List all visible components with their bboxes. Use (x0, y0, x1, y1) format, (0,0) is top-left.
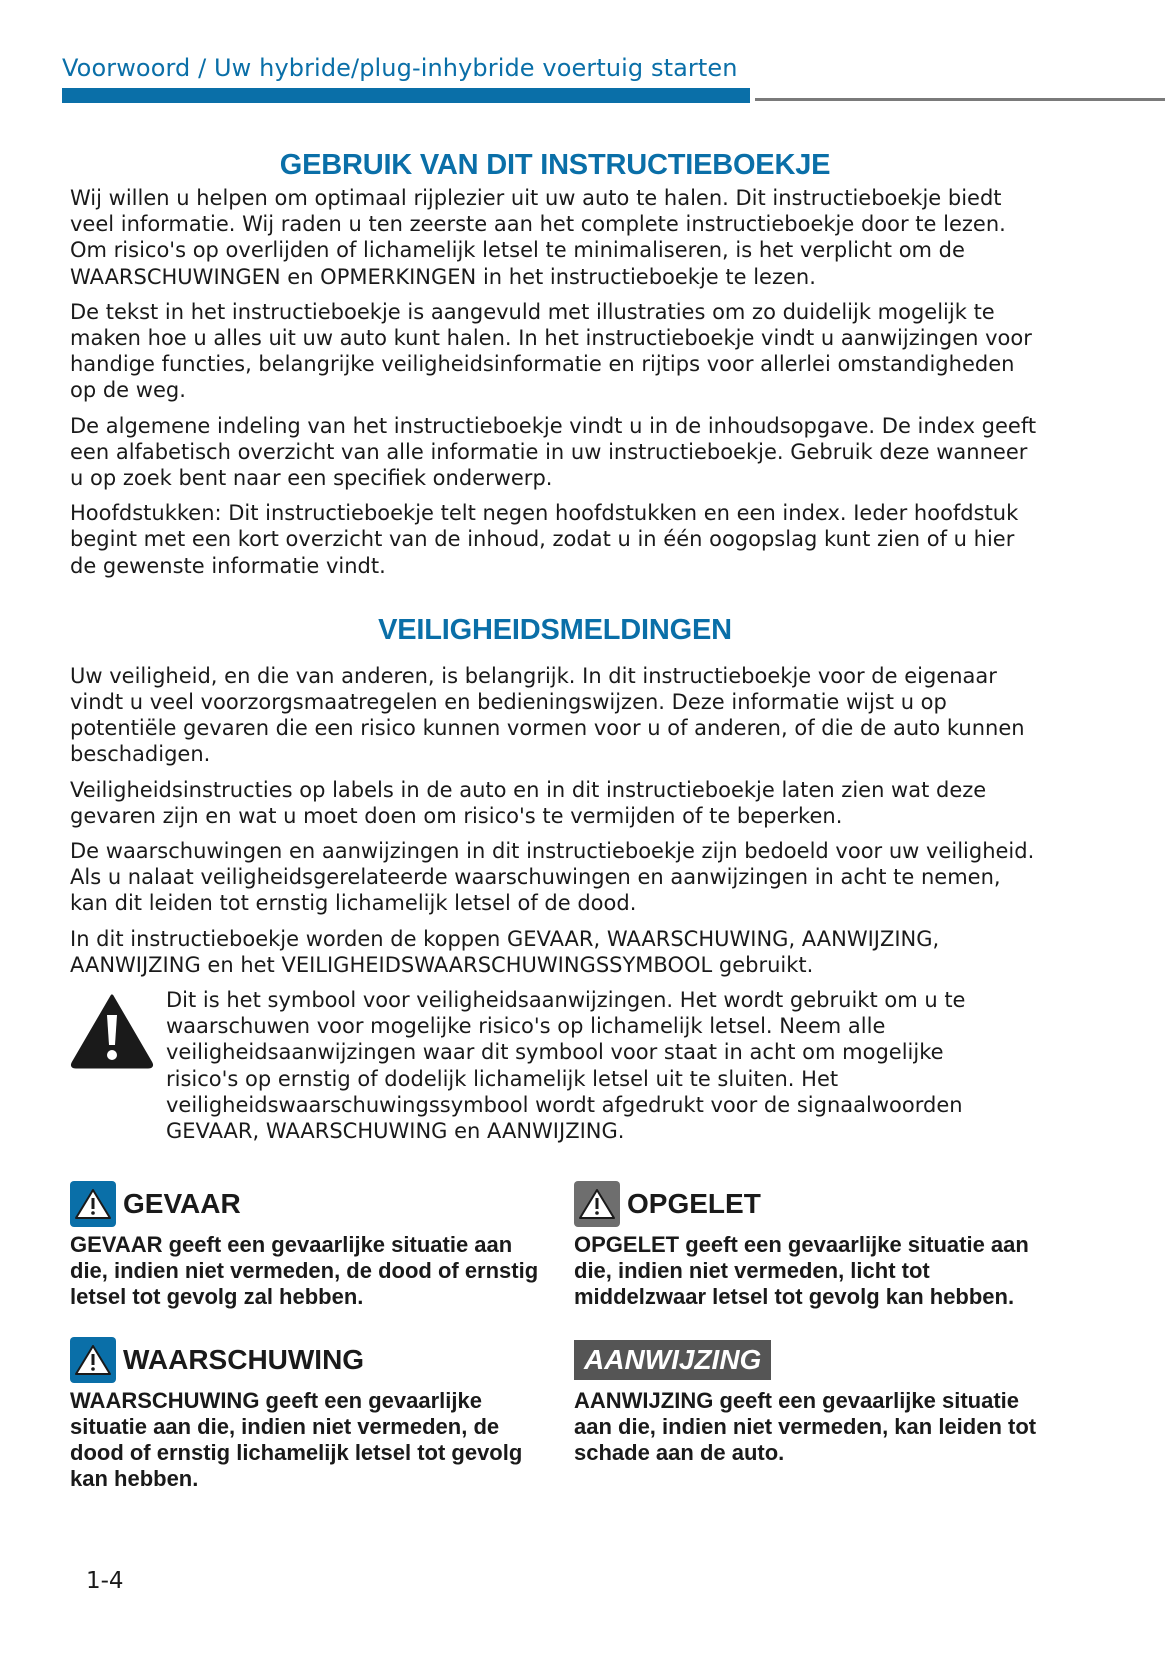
signal-title: GEVAAR (123, 1188, 241, 1219)
safety-symbol-block (70, 987, 1040, 1144)
page-number: 1-4 (86, 1568, 124, 1594)
paragraph: In dit instructieboekje worden de koppen GEVAAR, WAARSCHUWING, AANWIJZING, AANWIJZING en het VEILIGHEIDSWAARSCHUWINGSSYMBOOL gebruikt. (70, 926, 940, 977)
warning-triangle-icon (70, 993, 154, 1069)
header-bar (62, 88, 750, 103)
safety-symbol-text: Dit is het symbool voor veiligheidsaanwijzingen. Het wordt gebruikt om u te waarschuwen voor mogelijke risico's op lichamelijk letsel. Neem alle veiligheidsaanwijzingen waar dit symbool voor staat in acht om mogelijke risico's op ernstig of dodelijk lichamelijk letsel uit te sluiten. Het veiligheidswaarschuwingssymbool wordt afgedrukt voor de signaalwoorden GEVAAR, WAARSCHUWING en AANWIJZING. (166, 988, 966, 1144)
paragraph: Veiligheidsinstructies op labels in de auto en in dit instructieboekje laten zien wat deze gevaren zijn en wat u moet doen om risico's te vermijden of te beperken. (70, 777, 987, 828)
section-heading-usage: GEBRUIK VAN DIT INSTRUCTIEBOEKJE (279, 149, 831, 181)
signal-title: OPGELET (627, 1188, 761, 1219)
signal-text: GEVAAR geeft een gevaarlijke situatie aan die, indien niet vermeden, de dood of ernstig letsel tot gevolg zal hebben. (70, 1232, 539, 1309)
paragraph: De algemene indeling van het instructieboekje vindt u in de inhoudsopgave. De index geeft een alfabetisch overzicht van alle informatie in uw instructieboekje. Gebruik deze wanneer u op zoek bent naar een specifiek onderwerp. (70, 413, 1037, 491)
signal-notice (574, 1336, 1048, 1466)
paragraph: Hoofdstukken: Dit instructieboekje telt negen hoofdstukken en een index. Ieder hoofdstuk begint met een kort overzicht van de inhoud, zodat u in één oogopslag kunt zien of u hier de gewenste informatie vindt. (70, 501, 1019, 578)
paragraph: Uw veiligheid, en die van anderen, is belangrijk. In dit instructieboekje voor de eigenaar vindt u veel voorzorgsmaatregelen en bedieningswijzen. Deze informatie wijst u op potentiële gevaren die een risico kunnen vormen voor u of anderen, of die de auto kunnen beschadigen. (70, 663, 1025, 767)
signal-title: WAARSCHUWING (123, 1344, 365, 1375)
paragraph: De tekst in het instructieboekje is aangevuld met illustraties om zo duidelijk mogelijk te maken hoe u alles uit uw auto kunt halen. In het instructieboekje vindt u aanwijzingen voor handige functies, belangrijke veiligheidsinformatie en rijtips voor allerlei omstandigheden op de weg. (70, 299, 1032, 403)
main-content (70, 145, 1040, 1144)
warning-triangle-icon (70, 1181, 116, 1227)
signal-text: AANWIJZING geeft een gevaarlijke situatie aan die, indien niet vermeden, kan leiden tot schade aan de auto. (574, 1388, 1037, 1465)
warning-triangle-icon (574, 1181, 620, 1227)
header-title: Voorwoord / Uw hybride/plug-inhybride voertuig starten (62, 54, 738, 82)
paragraph: De waarschuwingen en aanwijzingen in dit instructieboekje zijn bedoeld voor uw veiligheid. Als u nalaat veiligheidsgerelateerde waarschuwingen en aanwijzingen in acht te nemen, kan dit leiden tot ernstig lichamelijk letsel of de dood. (70, 839, 1035, 916)
signal-words-grid (70, 1180, 1040, 1492)
signal-warning (70, 1336, 544, 1492)
signal-caution (574, 1180, 1048, 1310)
header-divider (755, 98, 1165, 101)
signal-text: OPGELET geeft een gevaarlijke situatie aan die, indien niet vermeden, licht tot middelzwaar letsel tot gevolg kan hebben. (574, 1232, 1029, 1309)
signal-title: AANWIJZING (574, 1340, 771, 1380)
signal-danger (70, 1180, 544, 1310)
paragraph: Wij willen u helpen om optimaal rijplezier uit uw auto te halen. Dit instructieboekje biedt veel informatie. Wij raden u ten zeerste aan het complete instructieboekje door te lezen. Om risico's op overlijden of lichamelijk letsel te minimaliseren, is het verplicht om de WAARSCHUWINGEN en OPMERKINGEN in het instructieboekje te lezen. (70, 186, 1006, 289)
warning-triangle-icon (70, 1337, 116, 1383)
signal-text: WAARSCHUWING geeft een gevaarlijke situatie aan die, indien niet vermeden, de dood of ernstig lichamelijk letsel tot gevolg kan hebben. (70, 1388, 523, 1491)
section-heading-safety: VEILIGHEIDSMELDINGEN (378, 613, 732, 646)
